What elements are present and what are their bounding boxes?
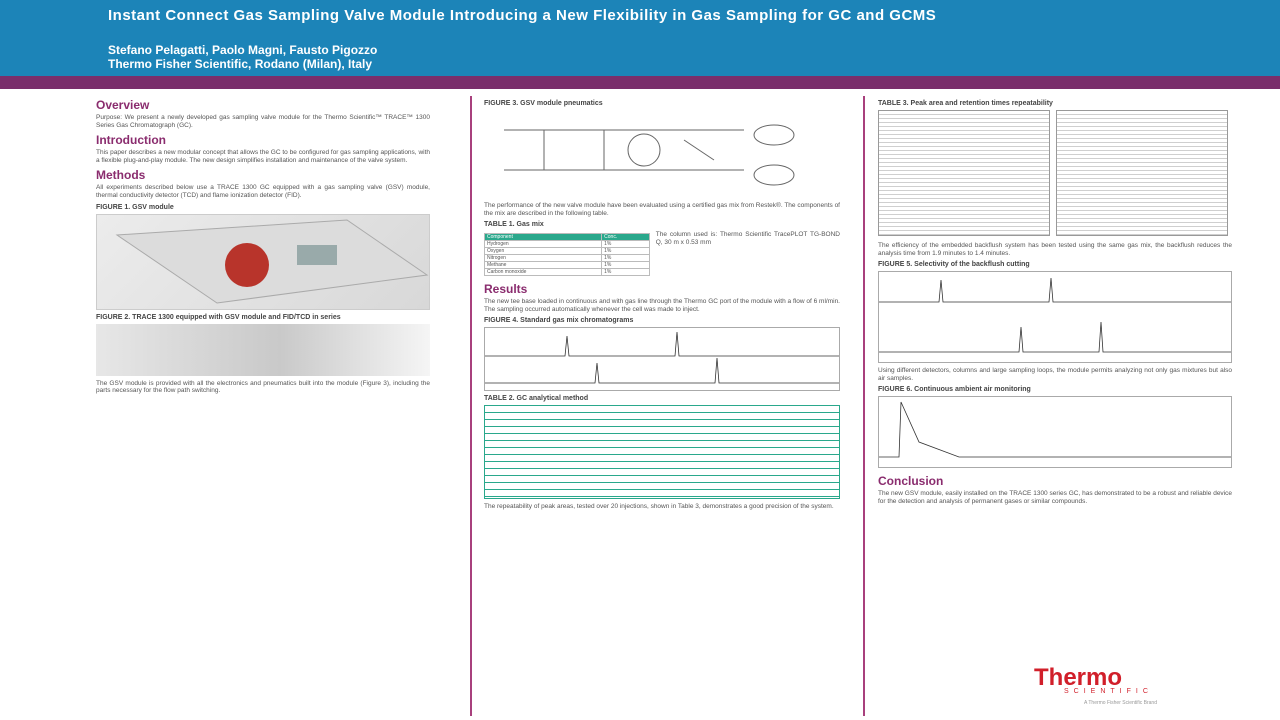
methods-text: All experiments described below use a TRACE 1300 GC equipped with a gas sampling valve (GSV) module, thermal conductivity detector (TCD) and flame ionization detector (FID).: [96, 184, 430, 199]
poster-header: [0, 0, 1280, 76]
repeatability-text: The repeatability of peak areas, tested over 20 injections, shown in Table 3, demonstrates a good precision of the system.: [484, 503, 834, 511]
table-row: Carbon monoxide 1%: [485, 269, 650, 276]
results-heading: Results: [484, 282, 528, 297]
gas-mix-table: [484, 233, 650, 276]
column-2: [484, 96, 840, 515]
trace-1300-photo: [96, 324, 430, 376]
overview-heading: Overview: [96, 98, 150, 112]
table-row: Nitrogen 1%: [485, 255, 650, 262]
table-1-wrap: [484, 231, 840, 280]
table-2-caption: TABLE 2. GC analytical method: [484, 395, 589, 403]
gsv-module-photo: [96, 214, 430, 310]
method-table: [484, 405, 840, 499]
overview-text: Purpose: We present a newly developed gas sampling valve module for the Thermo Scientific™ TRACE™ 1300 Series Gas Chromatograph (GC).: [96, 114, 430, 129]
retention-table: [1056, 110, 1228, 236]
column-3: [878, 96, 1232, 510]
table-3-caption: TABLE 3. Peak area and retention times repeatability: [878, 100, 1053, 107]
poster-authors: [108, 43, 377, 71]
affiliation: Thermo Fisher Scientific, Rodano (Milan), Italy: [108, 57, 373, 71]
air-monitoring-chart: [878, 396, 1232, 468]
methods-heading: Methods: [96, 168, 146, 183]
area-table: [878, 110, 1050, 236]
results-text: The new tee base loaded in continuous and with gas line through the Thermo GC port of the module with a flow of 6 ml/min. The sampling occurred automatically whenever the cell was made to inject.: [484, 298, 840, 313]
chromatogram-chart: [484, 327, 840, 391]
table-row: Hydrogen 1%: [485, 241, 650, 248]
scientific-logo-text: SCIENTIFIC: [1064, 688, 1153, 695]
header-band: [0, 76, 1280, 89]
table-1-caption: TABLE 1. Gas mix: [484, 221, 544, 229]
backflush-chart: [878, 271, 1232, 363]
column-1: [96, 96, 430, 399]
brand-footer: A Thermo Fisher Scientific Brand: [1084, 700, 1157, 706]
pneumatics-diagram: [484, 110, 840, 198]
column-divider-1: [470, 96, 472, 716]
table-row: Oxygen 1%: [485, 248, 650, 255]
figure-5-caption: FIGURE 5. Selectivity of the backflush cutting: [878, 261, 1030, 269]
backflush-text: The efficiency of the embedded backflush system has been tested using the same gas mix, the backflush reduces the analysis time from 1.9 minutes to 1.4 minutes.: [878, 242, 1232, 257]
author-names: Stefano Pelagatti, Paolo Magni, Fausto Pigozzo: [108, 43, 378, 57]
figure-2-caption: FIGURE 2. TRACE 1300 equipped with GSV module and FID/TCD in series: [96, 313, 341, 321]
thermo-logo: Thermo: [1034, 664, 1123, 691]
performance-text: The performance of the new valve module have been evaluated using a certified gas mix from Restek®. The components of the mix are described in the following table.: [484, 202, 840, 217]
figure-1-caption: FIGURE 1. GSV module: [96, 203, 174, 211]
introduction-heading: Introduction: [96, 133, 166, 148]
column-divider-2: [863, 96, 865, 716]
conclusion-text: The new GSV module, easily installed on the TRACE 1300 series GC, has demonstrated to be a robust and reliable device for the detection and analysis of permanent gases or similar compounds.: [878, 490, 1232, 505]
column-info: The column used is: Thermo Scientific TracePLOT TG-BOND Q, 30 m x 0.53 mm: [655, 231, 840, 246]
conclusion-heading: Conclusion: [878, 474, 944, 489]
gsv-module-drawing: [97, 215, 429, 307]
repeatability-tables: [878, 110, 1232, 236]
figure-4-caption: FIGURE 4. Standard gas mix chromatograms: [484, 317, 634, 325]
introduction-text: This paper describes a new modular concept that allows the GC to be configured for gas sampling applications, with a flexible plug-and-play module. The new design simplifies installation and maintenance of the valve system.: [96, 149, 430, 164]
poster-title: Instant Connect Gas Sampling Valve Module Introducing a New Flexibility in Gas Sampling for GC and GCMS: [108, 7, 937, 24]
pneumatics-schematic: [484, 110, 840, 198]
figure-6-caption: FIGURE 6. Continuous ambient air monitoring: [878, 386, 1031, 394]
backflush-trace: [879, 272, 1231, 360]
table-row: Methane 1%: [485, 262, 650, 269]
air-monitoring-trace: [879, 397, 1231, 465]
figure-3-caption: FIGURE 3. GSV module pneumatics: [484, 100, 603, 107]
gsv-description: The GSV module is provided with all the electronics and pneumatics built into the module (Figure 3), including the parts necessary for the flow path switching.: [96, 379, 430, 395]
chromatogram-trace: [485, 328, 839, 388]
table-row: Component Conc.: [485, 234, 650, 241]
detectors-text: Using different detectors, columns and large sampling loops, the module permits analyzing not only gas mixtures but also air samples.: [878, 367, 1232, 382]
